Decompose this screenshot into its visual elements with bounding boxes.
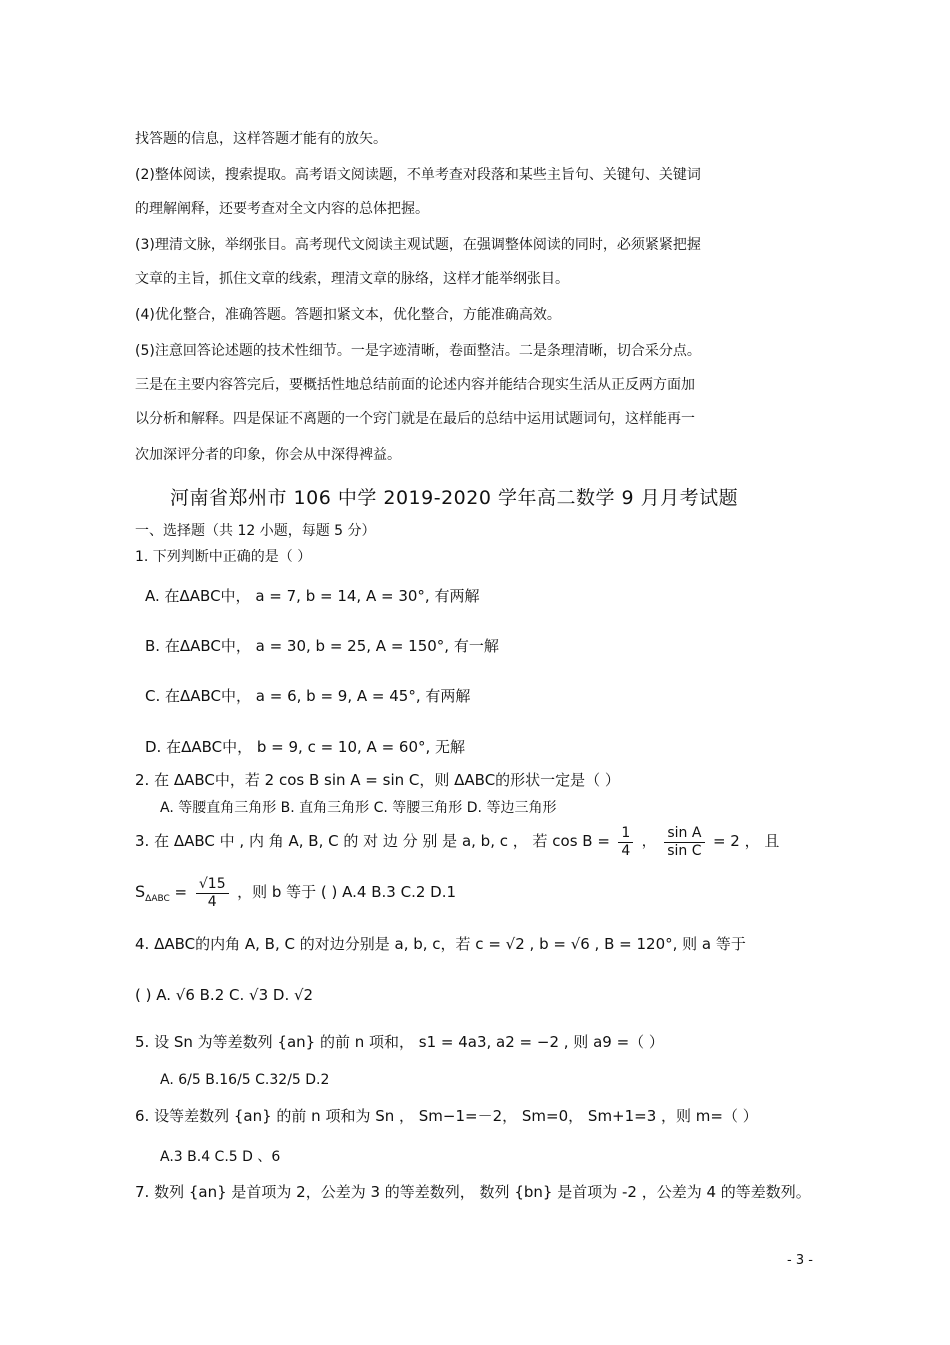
text-line: (4)优化整合，准确答题。答题扣紧文本，优化整合，方能准确高效。 <box>135 307 561 323</box>
question-3-area-line: $S_{\Delta ABC}$ = $\frac{√15}{4}$ ，则 b 等于 ( ) A.4 B.3 C.2 D.1 <box>135 875 457 910</box>
text-line: 文章的主旨，抓住文章的线索，理清文章的脉络，这样才能举纲张目。 <box>135 271 569 287</box>
text-line: (3)理清文脉，举纲张目。高考现代文阅读主观试题，在强调整体阅读的同时，必须紧紧把握 <box>135 237 701 253</box>
page-number: - 3 - <box>787 1253 813 1268</box>
question-1-option-d: D. 在ΔABC中， b = 9, c = 10, A = 60°, 无解 <box>145 738 466 756</box>
fraction: $\frac{1}{4}$ <box>618 825 633 860</box>
text-line: (5)注意回答论述题的技术性细节。一是字迹清晰，卷面整洁。二是条理清晰，切合采分点。 <box>135 343 701 359</box>
question-6-stem: 6. 设等差数列 {an} 的前 n 项和为 Sn ， Sm−1=－2， Sm=0， Sm+1=3 ，则 m=（ ） <box>135 1107 758 1125</box>
question-5-options: A. 6/5 B.16/5 C.32/5 D.2 <box>160 1072 330 1088</box>
question-2-stem: 2. 在 ΔABC中，若 2 cos B sin A = sin C，则 ΔABC的形状一定是（ ） <box>135 771 620 789</box>
text-line: 以分析和解释。四是保证不离题的一个窍门就是在最后的总结中运用试题词句，这样能再一 <box>135 411 695 427</box>
question-1-stem: 1. 下列判断中正确的是（ ） <box>135 549 312 565</box>
text-line: 找答题的信息，这样答题才能有的放矢。 <box>135 131 387 147</box>
question-7-stem: 7. 数列 {an} 是首项为 2，公差为 3 的等差数列， 数列 {bn} 是首项为 -2 ，公差为 4 的等差数列。 <box>135 1183 811 1201</box>
text-line: 的理解阐释，还要考查对全文内容的总体把握。 <box>135 201 429 217</box>
text-line: 次加深评分者的印象，你会从中深得裨益。 <box>135 447 401 463</box>
text-line: (2)整体阅读，搜索提取。高考语文阅读题，不单考查对段落和某些主旨句、关键句、关键词 <box>135 167 701 183</box>
exam-title: 河南省郑州市 106 中学 2019-2020 学年高二数学 9 月月考试题 <box>170 487 739 509</box>
question-6-options: A.3 B.4 C.5 D 、6 <box>160 1149 281 1165</box>
section-heading: 一、选择题（共 12 小题，每题 5 分） <box>135 523 376 539</box>
question-4-stem: 4. ΔABC的内角 A, B, C 的对边分别是 a, b, c，若 c = √2 , b = √6 , B = 120°, 则 a 等于 <box>135 935 746 953</box>
question-4-options: ( ) A. √6 B.2 C. √3 D. √2 <box>135 986 314 1004</box>
fraction: $\frac{\text{sin A}}{\text{sin C}}$ <box>664 825 704 860</box>
question-1-option-a: A. 在ΔABC中， a = 7, b = 14, A = 30°, 有两解 <box>145 587 480 605</box>
fraction: $\frac{√15}{4}$ <box>196 876 229 911</box>
question-3-stem: 3. 在 ΔABC 中 , 内 角 A, B, C 的 对 边 分 别 是 a, b, c ， 若 cos B = $\frac{1}{4}$ ， $\frac{\text{sin A}}{\text{sin C}}$ = 2 ， 且 <box>135 824 780 859</box>
question-5-stem: 5. 设 Sn 为等差数列 {an} 的前 n 项和， s1 = 4a3, a2 = −2 , 则 a9 =（ ） <box>135 1033 664 1051</box>
question-1-option-c: C. 在ΔABC中， a = 6, b = 9, A = 45°, 有两解 <box>145 687 471 705</box>
question-2-options: A. 等腰直角三角形 B. 直角三角形 C. 等腰三角形 D. 等边三角形 <box>160 800 557 816</box>
question-1-option-b: B. 在ΔABC中， a = 30, b = 25, A = 150°, 有一解 <box>145 637 499 655</box>
text-line: 三是在主要内容答完后，要概括性地总结前面的论述内容并能结合现实生活从正反两方面加 <box>135 377 695 393</box>
